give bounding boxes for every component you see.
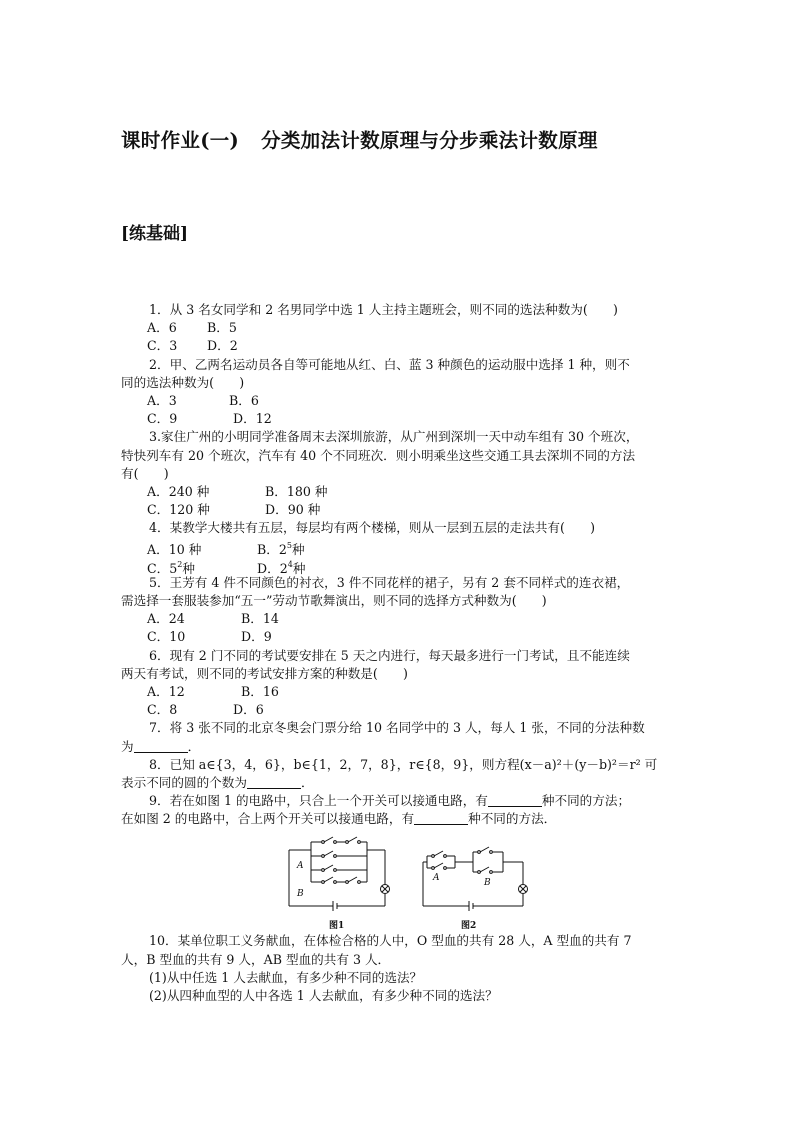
q3-stem-line3: 有( ) [121,465,169,481]
q10-stem-line2: 人，B 型血的共有 9 人，AB 型血的共有 3 人． [121,951,391,967]
q2-option-d: D．12 [233,411,272,427]
fig1-caption: 图1 [329,921,345,931]
q6-stem-line2: 两天有考试，则不同的考试安排方案的种数是( ) [121,665,408,681]
q6-options-row2 [121,701,676,719]
q5-options-row2 [121,628,676,646]
q2-option-b: B．6 [229,392,259,408]
q5-options-row1 [121,610,676,628]
q10-subquestion-2: (2)从四种血型的人中各选 1 人去献血，有多少种不同的选法？ [149,988,498,1003]
circuit-diagram-1 [289,837,390,911]
q9-answer-blank-2 [414,812,468,825]
q6-option-d: D．6 [233,702,264,718]
q1-option-c: C．3 [147,338,178,354]
q6-options-row1 [121,683,676,701]
q7-stem-line2: 为 ． [121,738,201,754]
q8-stem-line2: 表示不同的圆的个数为 ． [121,774,314,790]
q4-option-b: B．$2^5$种 [257,541,305,558]
q1-options-row1 [121,319,676,337]
q6-option-b: B．16 [241,683,279,699]
q2-stem-line2: 同的选法种数为( ) [121,374,245,390]
q5-option-c: C．10 [147,629,186,645]
fig2-caption: 图2 [461,921,477,931]
title-part2: 分类加法计数原理与分步乘法计数原理 [261,129,598,152]
section-heading: [练基础] [121,224,189,244]
q5-stem-line2: 需选择一套服装参加“五一”劳动节歌舞演出，则不同的选择方式种数为( ) [121,593,547,608]
q2-options-row1 [121,392,676,410]
q3-stem-line1: 3.家住广州的小明同学准备周末去深圳旅游，从广州到深圳一天中动车组有 30 个班次， [149,429,639,445]
q7-answer-blank [134,740,188,753]
fig1-label-b: B [297,889,304,900]
q5-stem-line1: 5．王芳有 4 件不同颜色的衬衣，3 件不同花样的裙子，另有 2 套不同样式的连衣裙， [149,574,630,590]
q2-options-row2 [121,410,676,428]
q9-stem-line1: 9．若在如图 1 的电路中，只合上一个开关可以接通电路，有 种不同的方法； [149,793,631,809]
q3-option-c: C．120 种 [147,502,210,518]
q2-option-a: A．3 [147,392,177,408]
q10-subquestion-1: (1)从中任选 1 人去献血，有多少种不同的选法？ [149,969,423,985]
q8-answer-blank [247,776,301,789]
q4-option-a: A．10 种 [147,542,202,558]
q4-option-d: D．$2^4$种 [257,559,306,576]
question-list [121,301,676,1005]
q7-stem-line1: 7．将 3 张不同的北京冬奥会门票分给 10 名同学中的 3 人，每人 1 张，不同的分法种数 [149,720,645,736]
q4-options-row1 [121,537,676,558]
q1-options-row2 [121,337,676,355]
q8-stem-line1: 8．已知 a∈{3，4，6}，b∈{1，2，7，8}，r∈{8，9}，则方程(x－a)²＋(y－b)²＝r² 可 [149,756,658,772]
q3-option-a: A．240 种 [147,483,210,499]
q9-stem-line2: 在如图 2 的电路中，合上两个开关可以接通电路，有 种不同的方法． [121,811,557,827]
q10-stem-line1: 10．某单位职工义务献血，在体检合格的人中，O 型血的共有 28 人，A 型血的共有 7 [149,933,632,949]
title-part1: 课时作业(一) [121,129,240,152]
q6-stem-line1: 6．现有 2 门不同的考试要安排在 5 天之内进行，每天最多进行一门考试，且不能连续 [149,647,630,663]
q9-answer-blank-1 [488,794,542,807]
q2-option-c: C．9 [147,411,178,427]
q1-option-b: B．5 [207,320,237,336]
q4-option-c: C．$5^2$种 [147,559,195,576]
q2-stem-line1: 2．甲、乙两名运动员各自等可能地从红、白、蓝 3 种颜色的运动服中选择 1 种，则不 [149,356,630,372]
q5-option-d: D．9 [241,629,272,645]
q6-option-a: A．12 [147,683,185,699]
q5-option-b: B．14 [241,611,279,627]
q1-option-d: D．2 [207,338,238,354]
q4-stem: 4．某教学大楼共有五层，每层均有两个楼梯，则从一层到五层的走法共有( ) [149,520,596,536]
q1-option-a: A．6 [147,320,177,336]
q5-option-a: A．24 [147,611,185,627]
fig2-label-a: A [433,873,440,884]
q3-options-row1 [121,483,676,501]
fig2-label-b: B [484,878,491,889]
circuit-figure [121,832,676,932]
q1-stem: 1．从 3 名女同学和 2 名男同学中选 1 人主持主题班会，则不同的选法种数为( ) [149,302,618,317]
page-title [121,125,598,153]
q3-options-row2 [121,501,676,519]
q3-stem-line2: 特快列车有 20 个班次，汽车有 40 个不同班次．则小明乘坐这些交通工具去深圳不同的方法 [121,447,636,463]
q3-option-d: D．90 种 [265,502,321,518]
q6-option-c: C．8 [147,702,178,718]
fig1-label-a: A [297,861,304,872]
q3-option-b: B．180 种 [265,483,328,499]
q4-options-row2 [121,556,676,574]
